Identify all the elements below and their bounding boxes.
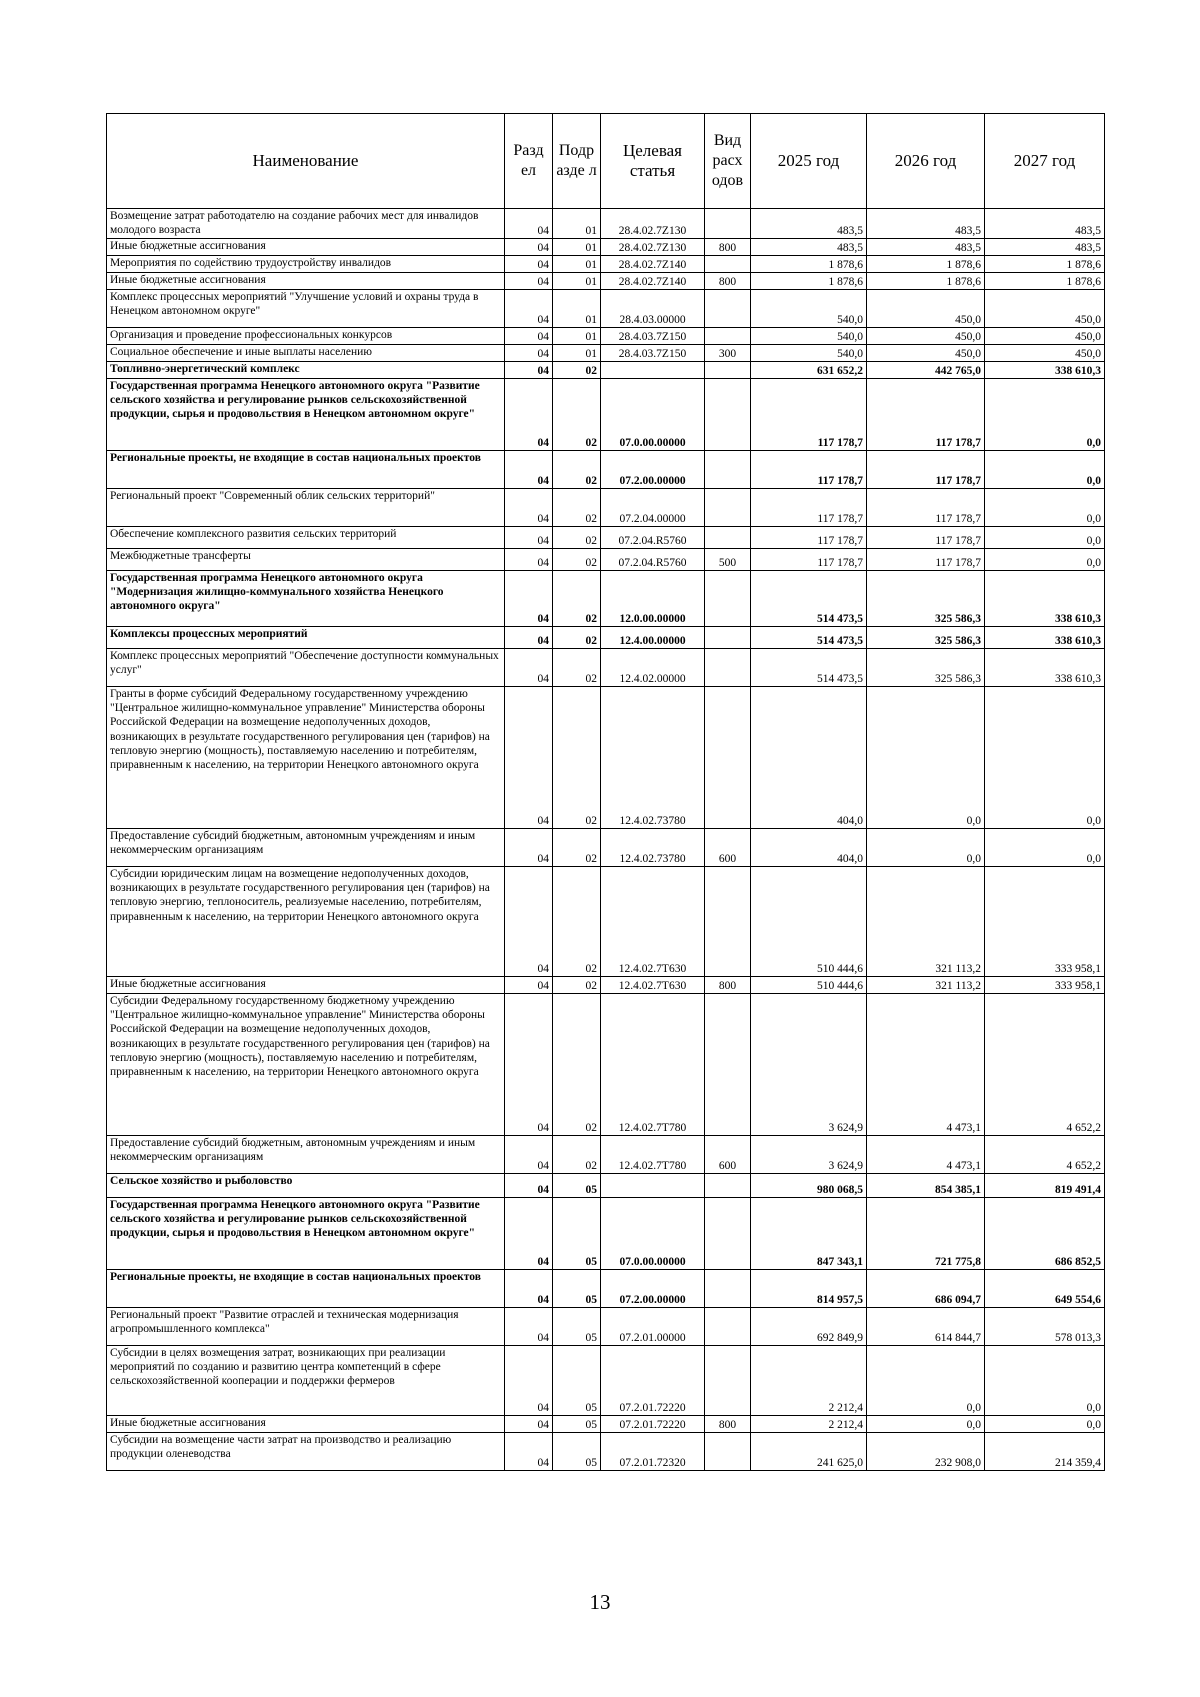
cell-expense-type: 800	[705, 1416, 751, 1433]
cell-name: Региональный проект "Современный облик сельских территорий"	[107, 489, 505, 527]
cell-subsection: 02	[553, 829, 601, 867]
cell-2025: 404,0	[751, 829, 867, 867]
cell-expense-type: 300	[705, 345, 751, 362]
cell-2026: 483,5	[867, 209, 985, 239]
cell-2027: 338 610,3	[985, 627, 1105, 649]
cell-name: Обеспечение комплексного развития сельских территорий	[107, 527, 505, 549]
cell-subsection: 02	[553, 549, 601, 571]
cell-expense-type	[705, 1308, 751, 1346]
cell-expense-type: 500	[705, 549, 751, 571]
cell-2027: 0,0	[985, 451, 1105, 489]
cell-section: 04	[505, 256, 553, 273]
header-target-article: Целевая статья	[601, 114, 705, 209]
cell-2026: 450,0	[867, 290, 985, 328]
cell-section: 04	[505, 345, 553, 362]
cell-expense-type	[705, 290, 751, 328]
table-row	[107, 345, 1105, 362]
cell-2026: 321 113,2	[867, 977, 985, 994]
cell-2026: 1 878,6	[867, 273, 985, 290]
cell-2026: 232 908,0	[867, 1433, 985, 1471]
page-number: 13	[589, 1590, 611, 1614]
cell-section: 04	[505, 1198, 553, 1270]
cell-subsection: 02	[553, 649, 601, 687]
cell-expense-type	[705, 1270, 751, 1308]
cell-name: Субсидии юридическим лицам на возмещение недополученных доходов, возникающих в результате государственного регулирования цен (тарифов) на тепловую энергию, теплоноситель, реализуемые населению, потребителям, приравненным к населению, на территории Ненецкого автономного округа	[107, 867, 505, 977]
budget-table-sheet	[106, 113, 1104, 1471]
cell-2026: 325 586,3	[867, 571, 985, 627]
cell-2026: 321 113,2	[867, 867, 985, 977]
cell-name: Региональные проекты, не входящие в состав национальных проектов	[107, 1270, 505, 1308]
cell-section: 04	[505, 1308, 553, 1346]
cell-target-article: 12.4.00.00000	[601, 627, 705, 649]
cell-name: Комплекс процессных мероприятий "Обеспечение доступности коммунальных услуг"	[107, 649, 505, 687]
cell-name: Сельское хозяйство и рыболовство	[107, 1174, 505, 1198]
cell-2027: 4 652,2	[985, 994, 1105, 1136]
cell-subsection: 01	[553, 239, 601, 256]
cell-2025: 510 444,6	[751, 867, 867, 977]
cell-2025: 3 624,9	[751, 994, 867, 1136]
cell-name: Организация и проведение профессиональных конкурсов	[107, 328, 505, 345]
cell-expense-type	[705, 867, 751, 977]
cell-name: Топливно-энергетический комплекс	[107, 362, 505, 379]
cell-2025: 241 625,0	[751, 1433, 867, 1471]
cell-section: 04	[505, 1136, 553, 1174]
table-row	[107, 1346, 1105, 1416]
cell-subsection: 02	[553, 362, 601, 379]
table-row	[107, 256, 1105, 273]
cell-section: 04	[505, 994, 553, 1136]
cell-target-article: 28.4.03.00000	[601, 290, 705, 328]
cell-2026: 117 178,7	[867, 527, 985, 549]
cell-2026: 450,0	[867, 345, 985, 362]
cell-expense-type	[705, 1174, 751, 1198]
header-section: Разд ел	[505, 114, 553, 209]
cell-section: 04	[505, 290, 553, 328]
cell-target-article: 28.4.02.7Z140	[601, 256, 705, 273]
cell-expense-type	[705, 571, 751, 627]
cell-2025: 692 849,9	[751, 1308, 867, 1346]
cell-target-article: 28.4.03.7Z150	[601, 328, 705, 345]
cell-name: Региональные проекты, не входящие в состав национальных проектов	[107, 451, 505, 489]
cell-2026: 1 878,6	[867, 256, 985, 273]
cell-subsection: 01	[553, 290, 601, 328]
table-row	[107, 549, 1105, 571]
cell-target-article: 07.2.04.R5760	[601, 527, 705, 549]
cell-subsection: 01	[553, 256, 601, 273]
cell-subsection: 02	[553, 627, 601, 649]
cell-name: Субсидии Федеральному государственному бюджетному учреждению "Центральное жилищно-коммунальное управление" Министерства обороны Российской Федерации на возмещение недополученных доходов, возникающих в результате государственного регулирования цен (тарифов) на тепловую энергию (мощность), поставляемую населению и потребителям, приравненным к населению, на территории Ненецкого автономного округа	[107, 994, 505, 1136]
cell-2025: 404,0	[751, 687, 867, 829]
cell-expense-type: 800	[705, 977, 751, 994]
cell-2027: 578 013,3	[985, 1308, 1105, 1346]
cell-expense-type	[705, 687, 751, 829]
table-row	[107, 829, 1105, 867]
table-row	[107, 977, 1105, 994]
cell-target-article: 07.2.01.72220	[601, 1346, 705, 1416]
table-row	[107, 328, 1105, 345]
cell-2027: 0,0	[985, 687, 1105, 829]
cell-section: 04	[505, 627, 553, 649]
cell-section: 04	[505, 1433, 553, 1471]
table-row	[107, 1416, 1105, 1433]
cell-2027: 214 359,4	[985, 1433, 1105, 1471]
cell-expense-type: 800	[705, 239, 751, 256]
cell-expense-type	[705, 256, 751, 273]
cell-subsection: 02	[553, 867, 601, 977]
cell-subsection: 02	[553, 977, 601, 994]
table-row	[107, 209, 1105, 239]
cell-2027: 333 958,1	[985, 867, 1105, 977]
cell-expense-type	[705, 362, 751, 379]
cell-expense-type: 600	[705, 829, 751, 867]
cell-2027: 450,0	[985, 290, 1105, 328]
cell-2025: 483,5	[751, 209, 867, 239]
cell-2026: 483,5	[867, 239, 985, 256]
cell-subsection: 02	[553, 451, 601, 489]
table-row	[107, 1174, 1105, 1198]
cell-2026: 686 094,7	[867, 1270, 985, 1308]
cell-name: Иные бюджетные ассигнования	[107, 239, 505, 256]
cell-target-article: 07.2.04.R5760	[601, 549, 705, 571]
cell-section: 04	[505, 379, 553, 451]
cell-2026: 117 178,7	[867, 489, 985, 527]
cell-subsection: 05	[553, 1174, 601, 1198]
cell-name: Предоставление субсидий бюджетным, автономным учреждениям и иным некоммерческим организациям	[107, 1136, 505, 1174]
cell-subsection: 02	[553, 571, 601, 627]
cell-target-article: 07.0.00.00000	[601, 379, 705, 451]
cell-section: 04	[505, 489, 553, 527]
cell-subsection: 05	[553, 1308, 601, 1346]
cell-name: Иные бюджетные ассигнования	[107, 273, 505, 290]
cell-section: 04	[505, 977, 553, 994]
cell-expense-type: 600	[705, 1136, 751, 1174]
cell-2026: 117 178,7	[867, 379, 985, 451]
cell-target-article: 28.4.02.7Z140	[601, 273, 705, 290]
cell-2025: 117 178,7	[751, 549, 867, 571]
cell-2025: 117 178,7	[751, 379, 867, 451]
cell-name: Субсидии на возмещение части затрат на производство и реализацию продукции оленеводства	[107, 1433, 505, 1471]
cell-section: 04	[505, 209, 553, 239]
table-header-row	[107, 114, 1105, 209]
cell-name: Государственная программа Ненецкого автономного округа "Модернизация жилищно-коммунального хозяйства Ненецкого автономного округа"	[107, 571, 505, 627]
cell-subsection: 05	[553, 1346, 601, 1416]
cell-subsection: 02	[553, 994, 601, 1136]
table-row	[107, 239, 1105, 256]
cell-target-article	[601, 1174, 705, 1198]
budget-table	[106, 113, 1105, 1471]
cell-2026: 442 765,0	[867, 362, 985, 379]
cell-name: Иные бюджетные ассигнования	[107, 977, 505, 994]
cell-name: Предоставление субсидий бюджетным, автономным учреждениям и иным некоммерческим организациям	[107, 829, 505, 867]
cell-subsection: 01	[553, 345, 601, 362]
cell-section: 04	[505, 527, 553, 549]
cell-name: Иные бюджетные ассигнования	[107, 1416, 505, 1433]
cell-2027: 0,0	[985, 527, 1105, 549]
table-row	[107, 687, 1105, 829]
cell-section: 04	[505, 273, 553, 290]
cell-section: 04	[505, 1174, 553, 1198]
cell-section: 04	[505, 549, 553, 571]
cell-subsection: 05	[553, 1416, 601, 1433]
cell-expense-type	[705, 489, 751, 527]
cell-subsection: 02	[553, 527, 601, 549]
cell-2026: 117 178,7	[867, 451, 985, 489]
header-2026: 2026 год	[867, 114, 985, 209]
cell-2025: 1 878,6	[751, 256, 867, 273]
cell-2025: 2 212,4	[751, 1416, 867, 1433]
cell-target-article: 07.2.00.00000	[601, 1270, 705, 1308]
cell-target-article: 12.4.02.73780	[601, 829, 705, 867]
cell-2026: 614 844,7	[867, 1308, 985, 1346]
cell-name: Субсидии в целях возмещения затрат, возникающих при реализации мероприятий по созданию и развитию центра компетенций в сфере сельскохозяйственной кооперации и поддержки фермеров	[107, 1346, 505, 1416]
cell-section: 04	[505, 239, 553, 256]
cell-target-article: 28.4.03.7Z150	[601, 345, 705, 362]
table-row	[107, 273, 1105, 290]
cell-2025: 514 473,5	[751, 649, 867, 687]
cell-2026: 0,0	[867, 1346, 985, 1416]
table-row	[107, 1308, 1105, 1346]
cell-2025: 514 473,5	[751, 571, 867, 627]
cell-expense-type	[705, 379, 751, 451]
cell-2025: 2 212,4	[751, 1346, 867, 1416]
cell-expense-type	[705, 209, 751, 239]
cell-subsection: 01	[553, 328, 601, 345]
cell-section: 04	[505, 867, 553, 977]
cell-expense-type	[705, 627, 751, 649]
cell-2025: 631 652,2	[751, 362, 867, 379]
cell-target-article: 07.2.00.00000	[601, 451, 705, 489]
cell-2027: 0,0	[985, 1346, 1105, 1416]
cell-2027: 0,0	[985, 1416, 1105, 1433]
cell-target-article: 07.2.01.72220	[601, 1416, 705, 1433]
cell-target-article: 28.4.02.7Z130	[601, 239, 705, 256]
cell-target-article: 07.2.01.00000	[601, 1308, 705, 1346]
header-name: Наименование	[107, 114, 505, 209]
cell-expense-type	[705, 994, 751, 1136]
cell-2025: 510 444,6	[751, 977, 867, 994]
table-row	[107, 362, 1105, 379]
cell-2027: 338 610,3	[985, 649, 1105, 687]
cell-target-article: 12.4.02.00000	[601, 649, 705, 687]
cell-2026: 325 586,3	[867, 649, 985, 687]
cell-2027: 819 491,4	[985, 1174, 1105, 1198]
cell-section: 04	[505, 1416, 553, 1433]
table-body	[107, 209, 1105, 1471]
cell-subsection: 05	[553, 1198, 601, 1270]
cell-name: Государственная программа Ненецкого автономного округа "Развитие сельского хозяйства и регулирование рынков сельскохозяйственной продукции, сырья и продовольствия в Ненецком автономном округе"	[107, 1198, 505, 1270]
cell-section: 04	[505, 328, 553, 345]
cell-subsection: 02	[553, 1136, 601, 1174]
cell-section: 04	[505, 829, 553, 867]
cell-2025: 117 178,7	[751, 489, 867, 527]
table-row	[107, 571, 1105, 627]
cell-target-article	[601, 362, 705, 379]
table-row	[107, 379, 1105, 451]
header-subsection: Подр азде л	[553, 114, 601, 209]
cell-expense-type	[705, 328, 751, 345]
cell-2025: 814 957,5	[751, 1270, 867, 1308]
cell-name: Возмещение затрат работодателю на создание рабочих мест для инвалидов молодого возраста	[107, 209, 505, 239]
cell-2027: 483,5	[985, 239, 1105, 256]
cell-2026: 0,0	[867, 829, 985, 867]
cell-2027: 0,0	[985, 829, 1105, 867]
cell-section: 04	[505, 451, 553, 489]
cell-2025: 1 878,6	[751, 273, 867, 290]
cell-2027: 4 652,2	[985, 1136, 1105, 1174]
cell-2025: 514 473,5	[751, 627, 867, 649]
table-row	[107, 451, 1105, 489]
header-expense-type: Вид расх одов	[705, 114, 751, 209]
cell-expense-type: 800	[705, 273, 751, 290]
cell-2027: 1 878,6	[985, 256, 1105, 273]
cell-expense-type	[705, 649, 751, 687]
cell-subsection: 05	[553, 1270, 601, 1308]
cell-name: Комплекс процессных мероприятий "Улучшение условий и охраны труда в Ненецком автономном округе"	[107, 290, 505, 328]
cell-2026: 117 178,7	[867, 549, 985, 571]
cell-2025: 847 343,1	[751, 1198, 867, 1270]
cell-2025: 483,5	[751, 239, 867, 256]
cell-2025: 540,0	[751, 345, 867, 362]
table-row	[107, 1198, 1105, 1270]
cell-target-article: 07.0.00.00000	[601, 1198, 705, 1270]
cell-2026: 721 775,8	[867, 1198, 985, 1270]
cell-section: 04	[505, 1270, 553, 1308]
table-row	[107, 627, 1105, 649]
cell-2025: 540,0	[751, 290, 867, 328]
cell-subsection: 02	[553, 379, 601, 451]
cell-section: 04	[505, 362, 553, 379]
table-row	[107, 649, 1105, 687]
table-row	[107, 994, 1105, 1136]
cell-expense-type	[705, 1198, 751, 1270]
cell-target-article: 12.4.02.7T630	[601, 977, 705, 994]
cell-expense-type	[705, 527, 751, 549]
cell-target-article: 12.4.02.7T780	[601, 994, 705, 1136]
table-row	[107, 1270, 1105, 1308]
cell-name: Комплексы процессных мероприятий	[107, 627, 505, 649]
cell-2025: 117 178,7	[751, 451, 867, 489]
cell-name: Мероприятия по содействию трудоустройству инвалидов	[107, 256, 505, 273]
cell-2025: 980 068,5	[751, 1174, 867, 1198]
cell-2025: 117 178,7	[751, 527, 867, 549]
cell-2027: 0,0	[985, 549, 1105, 571]
header-2027: 2027 год	[985, 114, 1105, 209]
cell-2027: 338 610,3	[985, 571, 1105, 627]
header-2025: 2025 год	[751, 114, 867, 209]
table-row	[107, 527, 1105, 549]
cell-name: Гранты в форме субсидий Федеральному государственному учреждению "Центральное жилищно-коммунальное управление" Министерства обороны Российской Федерации на возмещение недополученных доходов, возникающих в результате государственного регулирования цен (тарифов) на тепловую энергию (мощность), поставляемую населению и потребителям, приравненным к населению, на территории Ненецкого автономного округа	[107, 687, 505, 829]
cell-2027: 338 610,3	[985, 362, 1105, 379]
cell-target-article: 12.0.00.00000	[601, 571, 705, 627]
cell-expense-type	[705, 1346, 751, 1416]
cell-2027: 450,0	[985, 328, 1105, 345]
cell-section: 04	[505, 1346, 553, 1416]
cell-section: 04	[505, 649, 553, 687]
cell-2027: 333 958,1	[985, 977, 1105, 994]
cell-2025: 3 624,9	[751, 1136, 867, 1174]
cell-2027: 483,5	[985, 209, 1105, 239]
cell-2027: 0,0	[985, 489, 1105, 527]
cell-2026: 450,0	[867, 328, 985, 345]
cell-subsection: 05	[553, 1433, 601, 1471]
cell-2026: 854 385,1	[867, 1174, 985, 1198]
cell-name: Государственная программа Ненецкого автономного округа "Развитие сельского хозяйства и регулирование рынков сельскохозяйственной продукции, сырья и продовольствия в Ненецком автономном округе"	[107, 379, 505, 451]
cell-section: 04	[505, 571, 553, 627]
cell-subsection: 02	[553, 489, 601, 527]
cell-target-article: 28.4.02.7Z130	[601, 209, 705, 239]
cell-subsection: 01	[553, 273, 601, 290]
cell-2026: 4 473,1	[867, 1136, 985, 1174]
cell-target-article: 07.2.01.72320	[601, 1433, 705, 1471]
cell-2027: 1 878,6	[985, 273, 1105, 290]
cell-2027: 0,0	[985, 379, 1105, 451]
cell-name: Межбюджетные трансферты	[107, 549, 505, 571]
cell-expense-type	[705, 1433, 751, 1471]
table-row	[107, 489, 1105, 527]
cell-target-article: 12.4.02.7T780	[601, 1136, 705, 1174]
cell-name: Региональный проект "Развитие отраслей и техническая модернизация агропромышленного комплекса"	[107, 1308, 505, 1346]
cell-target-article: 07.2.04.00000	[601, 489, 705, 527]
cell-target-article: 12.4.02.73780	[601, 687, 705, 829]
cell-2027: 450,0	[985, 345, 1105, 362]
cell-2026: 325 586,3	[867, 627, 985, 649]
cell-2026: 4 473,1	[867, 994, 985, 1136]
cell-subsection: 01	[553, 209, 601, 239]
cell-2027: 649 554,6	[985, 1270, 1105, 1308]
table-row	[107, 1433, 1105, 1471]
cell-target-article: 12.4.02.7T630	[601, 867, 705, 977]
cell-2025: 540,0	[751, 328, 867, 345]
table-row	[107, 290, 1105, 328]
cell-2026: 0,0	[867, 1416, 985, 1433]
cell-section: 04	[505, 687, 553, 829]
table-row	[107, 867, 1105, 977]
cell-2026: 0,0	[867, 687, 985, 829]
cell-2027: 686 852,5	[985, 1198, 1105, 1270]
cell-subsection: 02	[553, 687, 601, 829]
table-row	[107, 1136, 1105, 1174]
cell-expense-type	[705, 451, 751, 489]
cell-name: Социальное обеспечение и иные выплаты населению	[107, 345, 505, 362]
